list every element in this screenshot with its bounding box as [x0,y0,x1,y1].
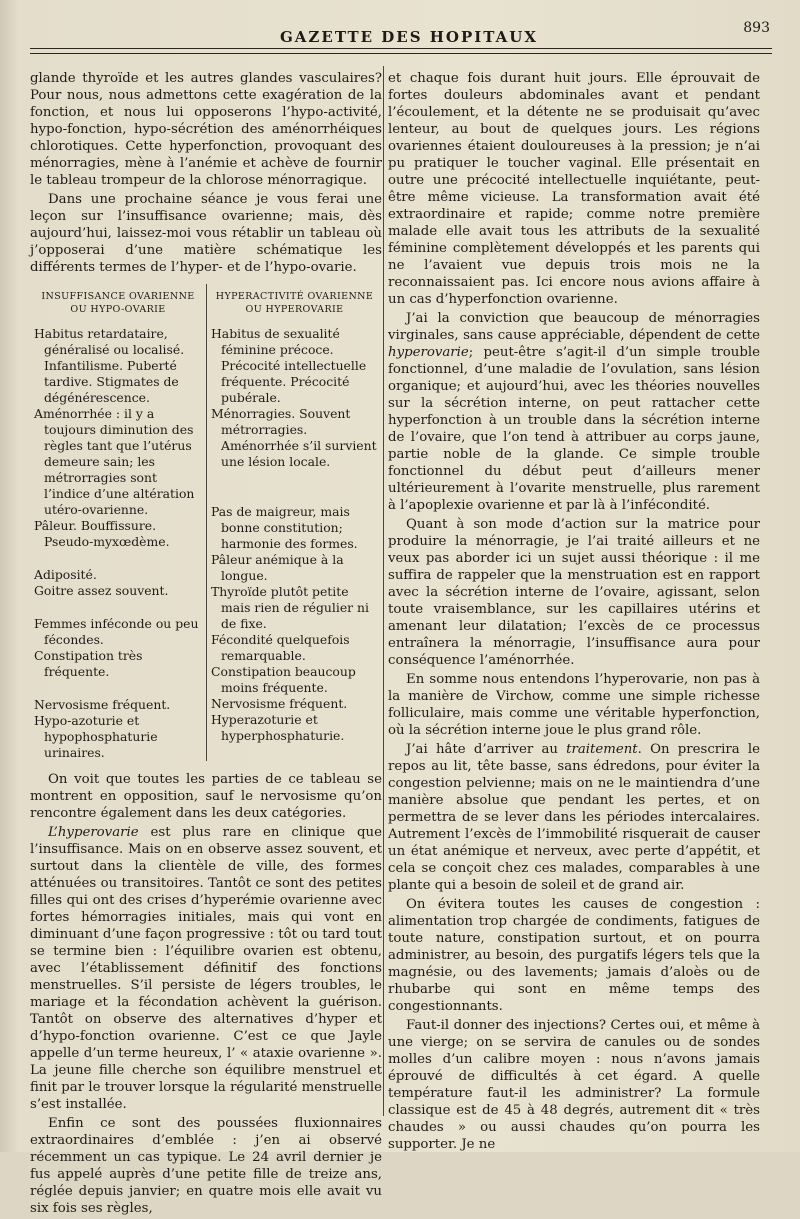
paragraph: Faut-il donner des injections? Certes oui, et même à une vierge; on se servira de canules ou de sondes molles d’un calibre moyen : nous n’avons jamais éprouvé de difficultés à cet égard. A quelle température faut-il les administrer? La formule classique est de 45 à 48 degrés, autrement dit « très chaudes » ou aussi chaudes qu’on pourra les supporter. Je ne [388,1018,760,1152]
table-cell: Pas de maigreur, mais bonne constitution; harmonie des formes. [211,504,358,551]
paragraph-text: . On prescrira le repos au lit, tête basse, sans édredons, pour éviter la congestion pelvienne; mais on ne le maintiendra d’une manière absolue que pendant les pertes, et on permettra de se lever dans les périodes intercalaires. Autrement l’excès de l’immobilité risquerait de causer un état anémique et nerveux, avec perte d’appétit, et cela se conçoit chez ces malades, comparables à une plante qui a besoin de soleil et de grand air. [388,742,760,893]
table-cell: Femmes inféconde ou peu fécondes. [34,616,199,647]
table-cell: Pâleur. Bouffissure. Pseudo-myxœdème. [34,518,170,549]
paragraph [388,310,760,514]
table-cell: Pâleur anémique à la longue. [211,552,344,583]
table-cell: Nervosisme fréquent. [211,696,348,711]
table-header-hyper: HYPERACTIVITÉ OVARIENNE OU HYPEROVARIE [215,291,374,315]
paragraph: et chaque fois durant huit jours. Elle éprouvait de fortes douleurs abdominales avant et pendant l’écoulement, et la détente ne se produisait qu’avec lenteur, au bout de quelques jours. Les régions ovariennes étaient douloureuses à la pression; je n’ai pu pratiquer le toucher vaginal. Elle présentait en outre une précocité intellectuelle inquiétante, peut-être même vicieuse. La transformation avait été extraordinaire et rapide; comme notre première malade elle avait tous les attributs de la sexualité féminine complètement développés et les parents qui ne l’avaient vue depuis trois mois ne la reconnaissaient pas. Ici encore nous avions affaire à un cas d’hyperfonction ovarienne. [388,71,760,307]
paragraph: Quant à son mode d’action sur la matrice pour produire la ménorragie, je l’ai traité ailleurs et ne veux pas aborder ici un sujet aussi théorique : il me suffira de rappeler que la menstruation est en rapport avec la sécrétion interne de l’ovaire, agissant, selon toute vraisemblance, sur les capillaires utérins et amenant leur dilatation; l’excès de ce processus entraînera la ménorragie, l’insuffisance aura pour conséquence l’aménorrhée. [388,517,760,668]
paragraph-text: est plus rare en clinique que l’insuffisance. Mais on en observe assez souvent, et surtout dans la clientèle de ville, des formes atténuées ou transitoires. Tantôt ce sont des petites filles qui ont des crises d’hyperémie ovarienne avec fortes hémorragies initiales, mais qui vont en diminuant d’une façon progressive : tôt ou tard tout se termine bien : l’équilibre ovarien est obtenu, avec l’établissement définitif des fonctions menstruelles. S’il persiste de légers troubles, le mariage et la fécondation achèvent la guérison. Tantôt on observe des alternatives d’hyper et d’hypo-fonction ovarienne. C’est ce que Jayle appelle d’un terme heureux, l’ « ataxie ovarienne ». La jeune fille cherche son équilibre menstruel et finit par le trouver lorsque la régularité menstruelle s’est installée. [30,825,382,1112]
header-rule-thin [30,53,772,54]
page-number: 893 [743,20,770,36]
header-rule-thick [30,48,772,49]
left-column [30,70,382,1219]
emphasis: hyperovarie [388,345,469,360]
paragraph: En somme nous entendons l’hyperovarie, non pas à la manière de Virchow, comme une simple richesse folliculaire, mais comme une véritable hyperfonction, où la sécrétion interne joue le plus grand rôle. [388,672,760,738]
right-column [388,70,760,1155]
table-header-hypo: INSUFFISANCE OVARIENNE OU HYPO-OVARIE [41,291,195,315]
paragraph-text: J’ai hâte d’arriver au [406,742,567,757]
table-cell: Fécondité quelquefois remarquable. [211,632,350,663]
table-cell: Habitus retardataire, généralisé ou localisé. Infantilisme. Puberté tardive. Stigmates de dégénérescence. [34,326,185,405]
paragraph: glande thyroïde et les autres glandes vasculaires? Pour nous, nous admettons cette exagération de la fonction, et nous lui opposerons l’hypo-activité, hypo-fonction, hypo-sécrétion des aménorrhéiques chlorotiques. Cette hyperfonction, provoquant des ménorragies, mène à l’anémie et achève de fournir le tableau trompeur de la chlorose ménorragique. [30,71,382,188]
table-cell: Hypo-azoturie et hypophosphaturie urinaires. [34,713,158,760]
table-cell: Hyperazoturie et hyperphosphaturie. [211,712,345,743]
table-cell: Thyroïde plutôt petite mais rien de régulier ni de fixe. [211,584,369,631]
column-divider [383,66,384,1116]
paragraph: Enfin ce sont des poussées fluxionnaires extraordinaires d’emblée : j’en ai observé récemment un cas typique. Le 24 avril dernier je fus appelé auprès d’une petite fille de treize ans, réglée depuis janvier; en quatre mois elle avait vu six fois ses règles, [30,1116,382,1216]
paragraph: On voit que toutes les parties de ce tableau se montrent en opposition, sauf le nervosisme qu’on rencontre également dans les deux catégories. [30,772,382,821]
comparison-table [30,284,382,761]
table-cell: Nervosisme fréquent. [34,697,171,712]
table-cell: Ménorragies. Souvent métrorragies. Aménorrhée s’il survient une lésion locale. [211,406,377,469]
paragraph: Dans une prochaine séance je vous ferai une leçon sur l’insuffisance ovarienne; mais, dès aujourd’hui, laissez-moi vous rétablir un tableau où j’opposerai d’une matière schématique les différents termes de l’hyper- et de l’hypo-ovarie. [30,192,382,275]
paragraph [30,824,382,1113]
table-cell: Aménorrhée : il y a toujours diminution des règles tant que l’utérus demeure sain; les métrorragies sont l’indice d’une altération utéro-ovarienne. [34,406,195,517]
paragraph [388,741,760,894]
paragraph-text: J’ai la conviction que beaucoup de ménorragies virginales, sans cause appréciable, dépendent de cette [388,311,760,343]
spacer [34,550,202,567]
table-cell: Adiposité. [34,567,97,582]
table-cell: Constipation très fréquente. [34,648,143,679]
table-column-hyper [207,284,382,761]
table-cell: Goitre assez souvent. [34,583,169,598]
table-cell: Habitus de sexualité féminine précoce. Précocité intellectuelle fréquente. Précocité pubérale. [211,326,367,405]
spacer [34,680,202,697]
journal-title: GAZETTE DES HOPITAUX [279,28,538,46]
emphasis: L’hyperovarie [48,825,139,840]
paragraph-text: ; peut-être s’agit-il d’un simple trouble fonctionnel, d’une maladie de l’ovulation, sans lésion organique; et aujourd’hui, avec les théories nouvelles sur la sécrétion interne, on peut rattacher cette hyperfonction à un trouble dans la sécrétion interne de l’ovaire, que l’on tend à attribuer au corps jaune, partie noble de la glande. Ce simple trouble fonctionnel du début peut d’ailleurs mener ultérieurement à l’ovarite menstruelle, plus rarement à l’apoplexie ovarienne et par là à l’infécondité. [388,345,760,513]
paragraph: On évitera toutes les causes de congestion : alimentation trop chargée de condiments, fatigues de toute nature, constipation surtout, et on pourra administrer, au besoin, des purgatifs légers tels que la magnésie, ou des lavements; jamais d’aloès ou de rhubarbe qui sont en même temps des congestionnants. [388,897,760,1014]
spacer [211,470,378,504]
spacer [34,599,202,616]
running-header [40,18,778,62]
table-column-hypo [30,284,207,761]
emphasis: traitement [566,742,638,757]
table-cell: Constipation beaucoup moins fréquente. [211,664,356,695]
